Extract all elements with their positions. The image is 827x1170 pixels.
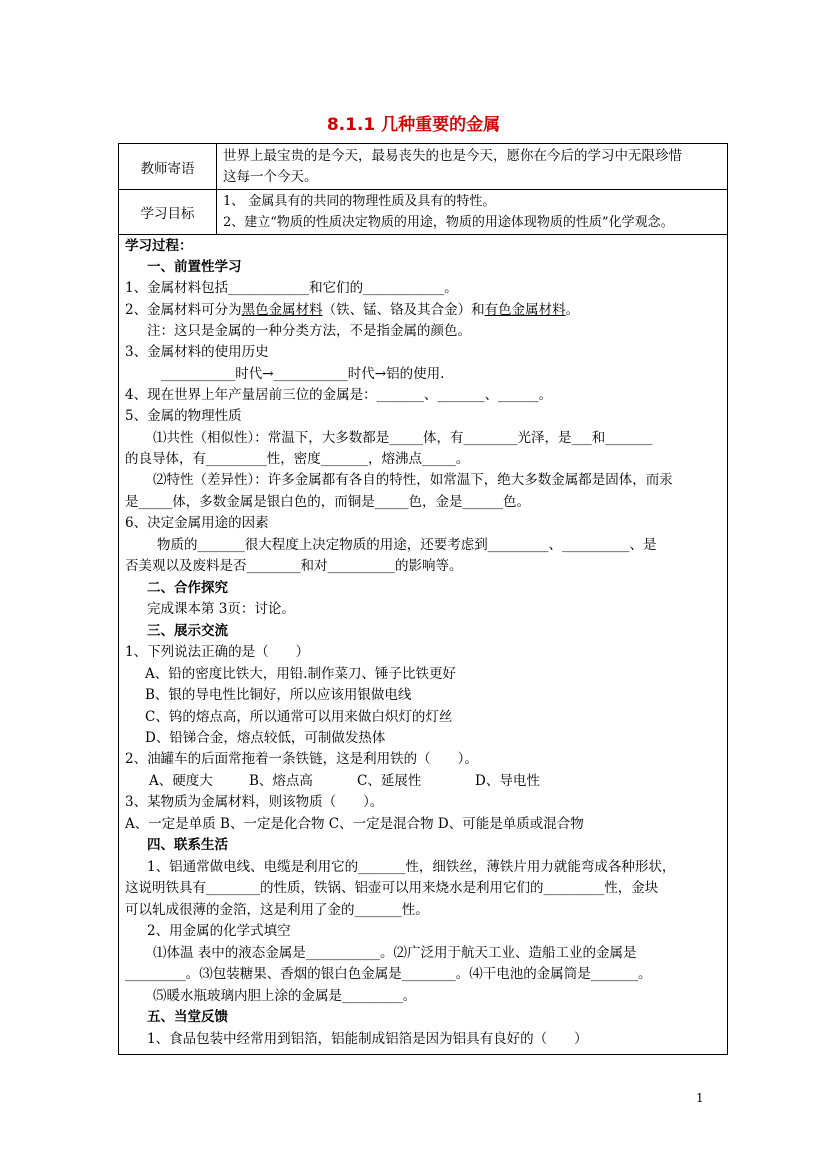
s4-q1c: 可以轧成很薄的金箔，这是利用了金的_______性。 xyxy=(125,902,429,918)
s1-q1: 1、金属材料包括____________和它们的____________。 xyxy=(125,280,458,296)
page-number: 1 xyxy=(696,1091,704,1105)
s3-q1-opt-c: C、钨的熔点高，所以通常可以用来做白炽灯的灯丝 xyxy=(145,709,453,725)
s1-q5-2a: ⑵特性（差异性）：许多金属都有各自的特性，如常温下，绝大多数金属都是固体，而汞 xyxy=(153,472,673,488)
s4-q2b: _________。⑶包装糖果、香烟的银白色金属是________。⑷干电池的金属筒是_______。 xyxy=(125,966,652,982)
teacher-text: 世界上最宝贵的是今天，最易丧失的也是今天，愿你在今后的学习中无限珍惜 这每一个今天。 xyxy=(223,148,682,185)
s1-q5-1b: 的良导体，有_________性，密度_______，熔沸点_____。 xyxy=(125,451,470,467)
s3-q2-opt-d: D、导电性 xyxy=(475,773,540,789)
s4-q1a: 1、铝通常做电线、电缆是利用它的_______性，细铁丝，薄铁片用力就能弯成各种形状， xyxy=(147,859,676,875)
section-4-title: 四、联系生活 xyxy=(147,837,228,853)
s1-q6b: 否美观以及废料是否________和对__________的影响等。 xyxy=(125,558,463,574)
s1-q2: 2、金属材料可分为黑色金属材料（铁、锰、铬及其合金）和有色金属材料。 xyxy=(125,302,580,318)
s3-q2: 2、油罐车的后面常拖着一条铁链，这是利用铁的（ ）。 xyxy=(125,751,478,767)
s4-q2a: ⑴体温 表中的液态金属是___________。⑵广泛用于航天工业、造船工业的金属是 xyxy=(153,945,637,961)
process-title: 学习过程： xyxy=(125,238,193,254)
section-5-title: 五、当堂反馈 xyxy=(147,1009,228,1025)
s3-q2-opt-a: A、硬度大 xyxy=(149,773,213,789)
s1-q5-1a: ⑴共性（相似性）：常温下，大多数都是_____体，有________光泽，是___和_______ xyxy=(153,430,653,446)
s3-q1-opt-b: B、银的导电性比铜好，所以应该用银做电线 xyxy=(145,687,412,703)
goal-row xyxy=(119,189,727,235)
goal-label: 学习目标 xyxy=(119,189,217,234)
s5-q1: 1、食品包装中经常用到铝箔，铝能制成铝箔是因为铝具有良好的（ ） xyxy=(147,1031,588,1047)
s4-q2: 2、用金属的化学式填空 xyxy=(147,923,291,939)
s4-q2c: ⑸暖水瓶玻璃内胆上涂的金属是_________。 xyxy=(153,988,417,1004)
s1-q6: 6、决定金属用途的因素 xyxy=(125,515,269,531)
s3-q1-opt-d: D、铅锑合金，熔点较低，可制做发热体 xyxy=(145,730,386,746)
study-table xyxy=(118,143,728,1055)
section-2-title: 二、合作探究 xyxy=(147,580,228,596)
s1-q3: 3、金属材料的使用历史 xyxy=(125,344,269,360)
s3-q3: 3、某物质为金属材料，则该物质（ ）。 xyxy=(125,794,384,810)
section-3-title: 三、展示交流 xyxy=(147,623,228,639)
s4-q1b: 这说明铁具有________的性质，铁锅、铝壶可以用来烧水是利用它们的_________性，金块 xyxy=(125,880,659,896)
s1-q6a: 物质的_______很大程度上决定物质的用途，还要考虑到_________、__________、是 xyxy=(157,537,657,553)
page-title: 8.1.1 几种重要的金属 xyxy=(326,115,501,135)
s3-q1-opt-a: A、铅的密度比铁大，用铅.制作菜刀、锤子比铁更好 xyxy=(145,666,457,682)
teacher-row xyxy=(119,144,727,190)
teacher-label: 教师寄语 xyxy=(119,144,217,189)
s2-text: 完成课本第 3页：讨论。 xyxy=(147,601,295,617)
s3-q2-opt-b: B、熔点高 xyxy=(249,773,313,789)
s1-q3-line: ___________时代→___________时代→铝的使用. xyxy=(161,366,445,382)
goal-text: 1、 金属具有的共同的物理性质及具有的特性。 2、建立“物质的性质决定物质的用途，物质的用途体现物质的性质”化学观念。 xyxy=(223,194,674,230)
s3-q1: 1、下列说法正确的是（ ） xyxy=(125,644,310,660)
s1-note: 注：这只是金属的一种分类方法，不是指金属的颜色。 xyxy=(147,323,471,339)
section-1-title: 一、前置性学习 xyxy=(147,259,242,275)
s3-q3-opts: A、一定是单质 B、一定是化合物 C、一定是混合物 D、可能是单质或混合物 xyxy=(125,816,584,832)
s1-q5-2b: 是_____体，多数金属是银白色的，而铜是_____色，金是______色。 xyxy=(125,494,530,510)
s3-q2-opt-c: C、延展性 xyxy=(357,773,422,789)
s1-q4: 4、现在世界上年产量居前三位的金属是：_______、_______、______。 xyxy=(125,387,553,403)
s1-q5: 5、金属的物理性质 xyxy=(125,408,242,424)
